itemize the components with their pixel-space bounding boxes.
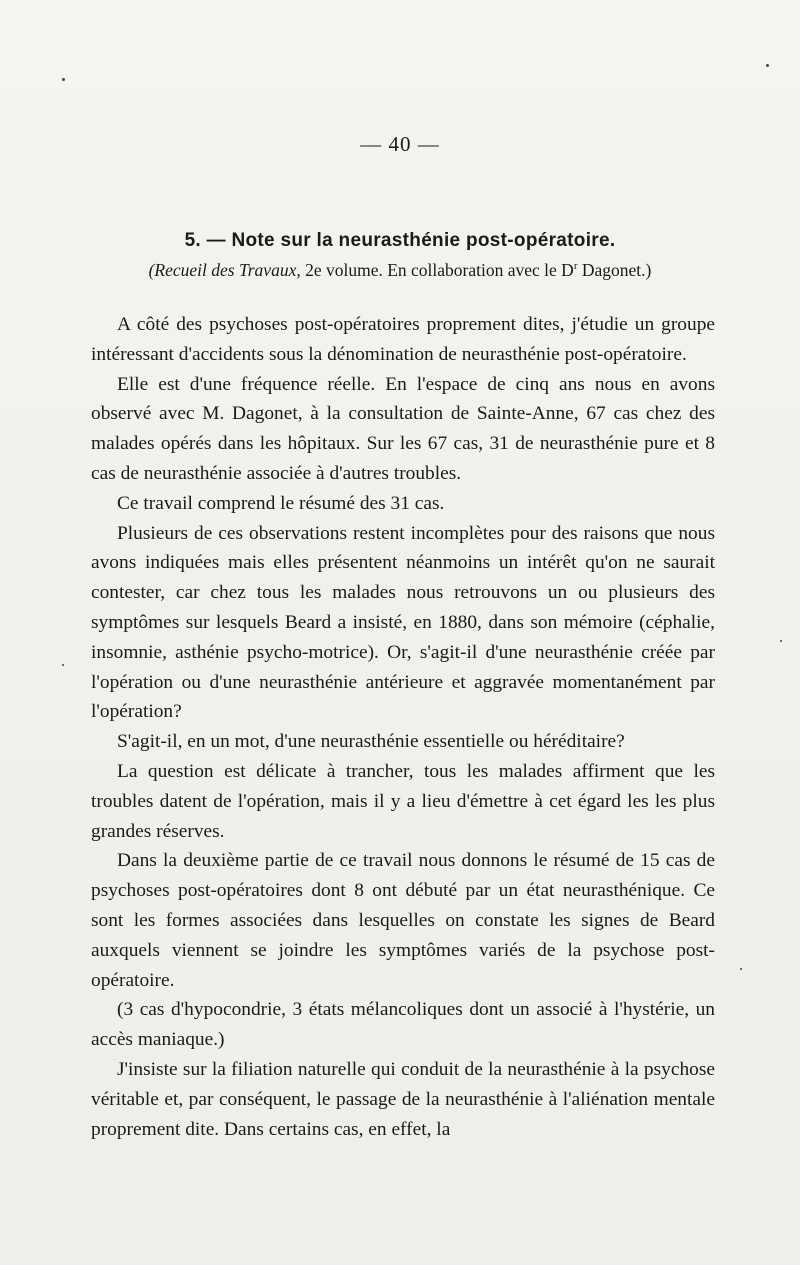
subtitle-volume: 2e volume. En collaboration avec le D bbox=[305, 260, 574, 280]
section-title: Note sur la neurasthénie post-opératoire. bbox=[231, 230, 616, 251]
paragraph: Dans la deuxième partie de ce travail nous donnons le résumé de 15 cas de psychoses post-opératoires dont 8 ont débuté par un état neurasthénique. Ce sont les formes associées dans lesquelles on constate les signes de Beard auxquels viennent se joindre les symptômes variés de la psychose post-opératoire. bbox=[91, 850, 715, 991]
subtitle-sup: r bbox=[573, 260, 578, 273]
paragraph: A côté des psychoses post-opératoires proprement dites, j'étudie un groupe intéressant d'accidents sous la dénomination de neurasthénie post-opératoire. bbox=[91, 314, 715, 365]
paragraph: (3 cas d'hypocondrie, 3 états mélancoliques dont un associé à l'hystérie, un accès maniaque.) bbox=[91, 999, 715, 1051]
section-subtitle bbox=[0, 260, 800, 281]
section-number: 5. — bbox=[184, 230, 226, 251]
subtitle-name: Dagonet.) bbox=[581, 260, 652, 280]
paragraph: Ce travail comprend le résumé des 31 cas. bbox=[117, 492, 445, 514]
paragraph: Plusieurs de ces observations restent incomplètes pour des raisons que nous avons indiquées mais elles présentent néanmoins un intérêt qu'on ne saurait contester, car chez tous les malades nous retrouvons un ou plusieurs des symptômes sur lesquels Beard a insisté, en 1880, dans son mémoire (céphalie, insomnie, asthénie psycho-motrice). Or, s'agit-il d'une neurasthénie créée par l'opération ou d'une neurasthénie antérieure et aggravée momentanément par l'opération? bbox=[91, 522, 715, 723]
paragraph: J'insiste sur la filiation naturelle qui conduit de la neurasthénie à la psychose véritable et, par conséquent, le passage de la neurasthénie à l'aliénation mentale proprement dite. Dans certains cas, en effet, la bbox=[91, 1058, 715, 1140]
paragraph: S'agit-il, en un mot, d'une neurasthénie essentielle ou héréditaire? bbox=[117, 731, 625, 753]
section-heading bbox=[0, 230, 800, 252]
body-text bbox=[91, 310, 715, 1144]
paragraph: La question est délicate à trancher, tous les malades affirment que les troubles datent de l'opération, mais il y a lieu d'émettre à cet égard les les plus grandes réserves. bbox=[91, 760, 715, 842]
paragraph: Elle est d'une fréquence réelle. En l'espace de cinq ans nous en avons observé avec M. Dagonet, à la consultation de Sainte-Anne, 67 cas chez des malades opérés dans les hôpitaux. Sur les 67 cas, 31 de neurasthénie pure et 8 cas de neurasthénie associée à d'autres troubles. bbox=[91, 373, 715, 484]
page-number: — 40 — bbox=[360, 132, 440, 156]
subtitle-source: (Recueil des Travaux, bbox=[148, 260, 301, 280]
